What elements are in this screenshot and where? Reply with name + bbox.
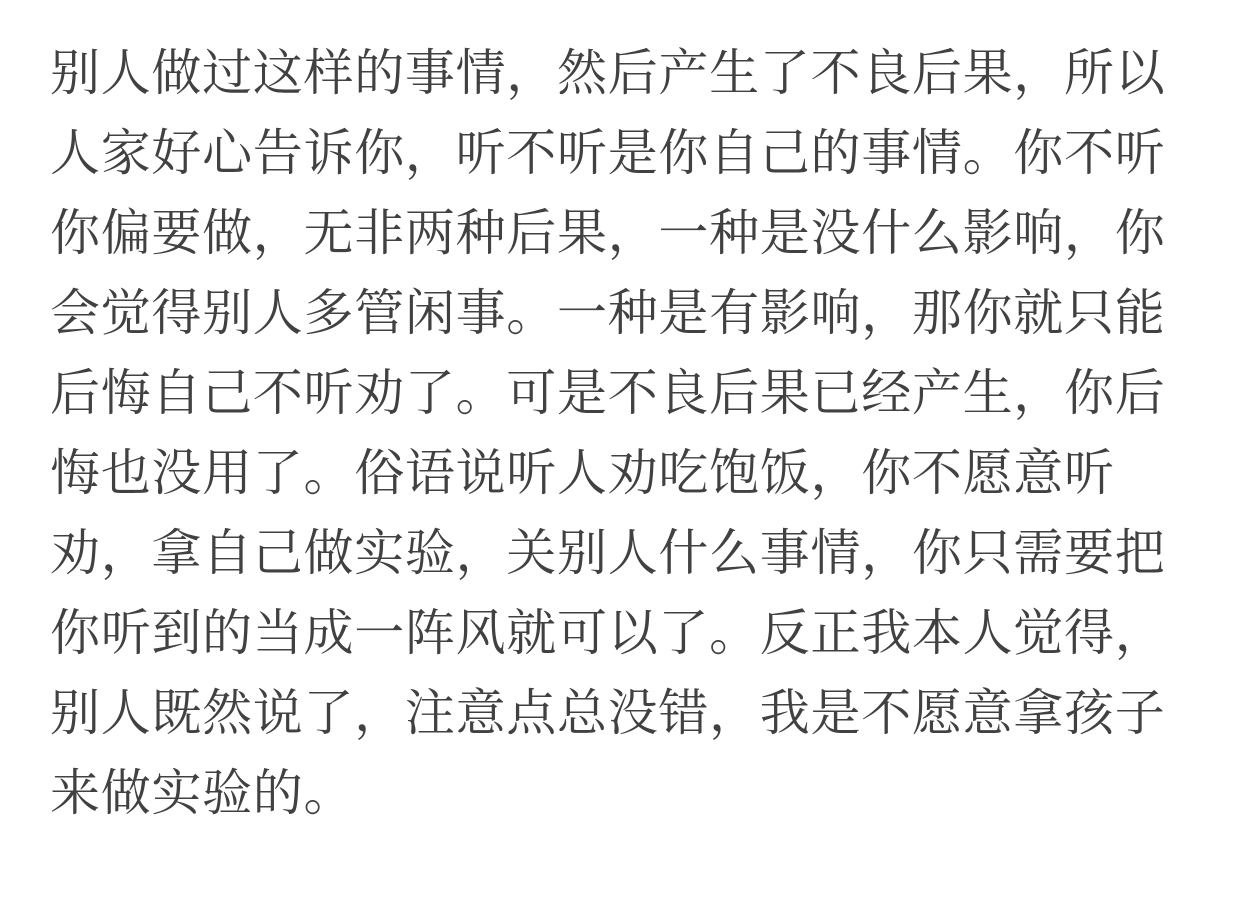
text-line: 后悔自己不听劝了。可是不良后果已经产生，你后 [50, 365, 1166, 421]
text-line: 人家好心告诉你，听不听是你自己的事情。你不听 [50, 125, 1166, 181]
text-line: 会觉得别人多管闲事。一种是有影响，那你就只能 [50, 285, 1166, 341]
text-line: 来做实验的。 [50, 765, 355, 821]
paragraph [50, 33, 1210, 833]
text-line: 别人做过这样的事情，然后产生了不良后果，所以 [50, 45, 1166, 101]
text-line: 劝，拿自己做实验，关别人什么事情，你只需要把 [50, 525, 1166, 581]
text-line: 别人既然说了，注意点总没错，我是不愿意拿孩子 [50, 685, 1166, 741]
text-line: 你偏要做，无非两种后果，一种是没什么影响，你 [50, 205, 1166, 261]
text-line: 悔也没用了。俗语说听人劝吃饱饭，你不愿意听 [50, 445, 1115, 501]
text-line: 你听到的当成一阵风就可以了。反正我本人觉得， [50, 605, 1166, 661]
